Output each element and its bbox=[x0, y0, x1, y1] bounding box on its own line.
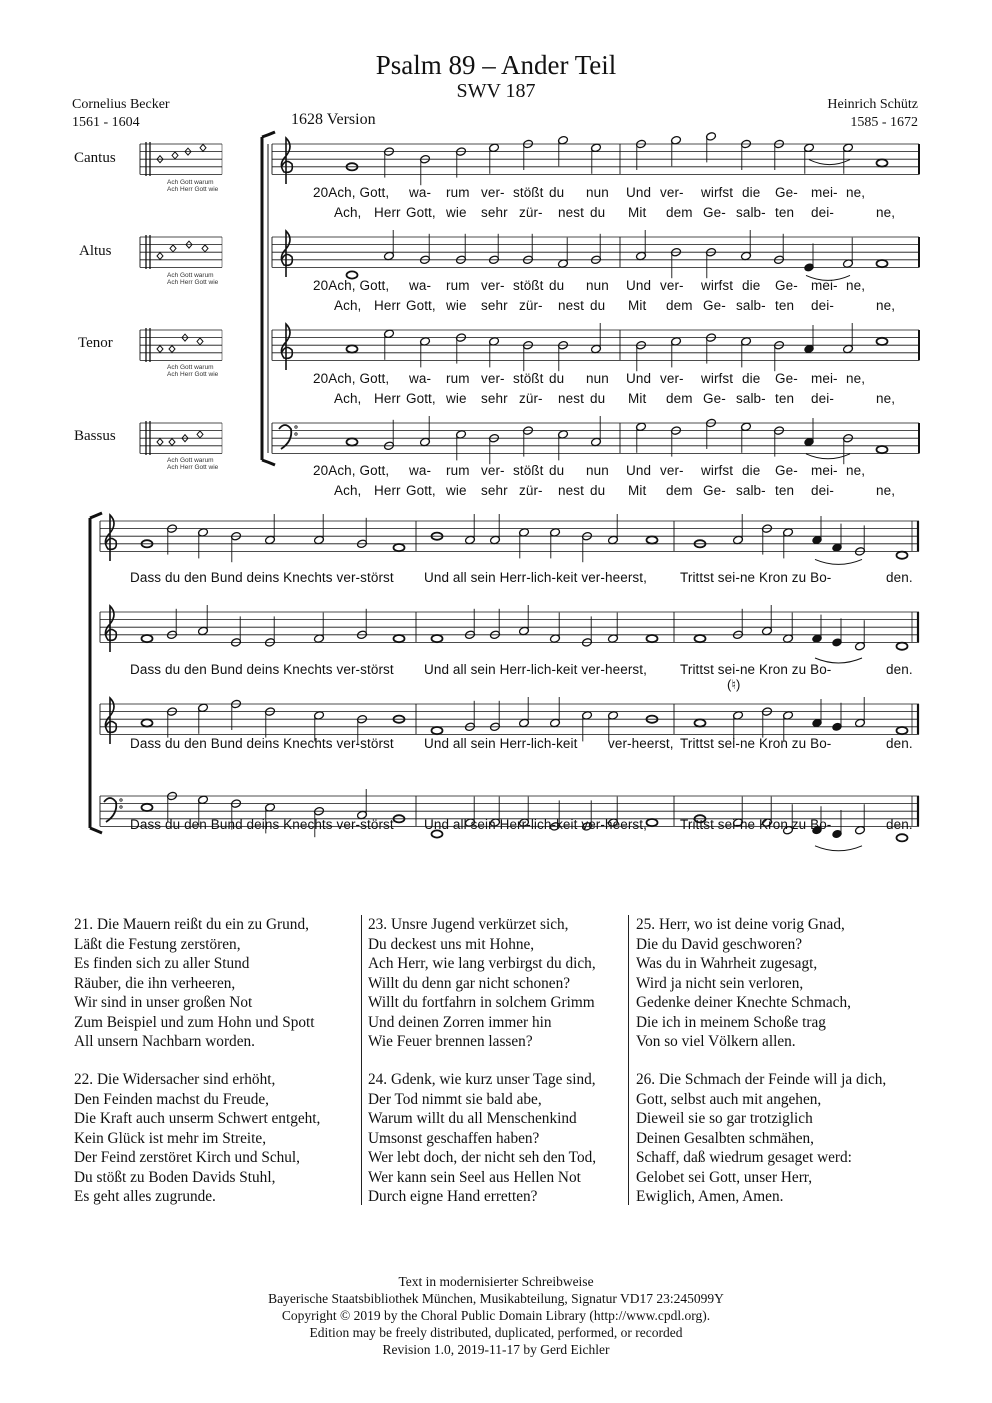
incipit-note bbox=[157, 346, 163, 353]
lyric-s1-v3-l2-6: nest bbox=[558, 483, 584, 498]
voice-label-cantus: Cantus bbox=[74, 150, 116, 166]
lyric-s1-v3-l1-4: stößt bbox=[513, 463, 544, 478]
lyric-s2-v2-3: Trittst sei-ne Kron zu Bo- bbox=[680, 736, 832, 751]
incipit-note bbox=[172, 152, 178, 159]
whole-note bbox=[347, 438, 358, 445]
version-label: 1628 Version bbox=[291, 111, 376, 128]
footer bbox=[0, 1273, 992, 1358]
poet-name: Cornelius Becker bbox=[72, 97, 170, 112]
lyric-s2-v2-0: Dass du den Bund deins Knechts ver-störst bbox=[130, 736, 394, 751]
treble-clef bbox=[281, 231, 292, 277]
lyric-s1-v1-l2-7: du bbox=[590, 298, 606, 313]
lyric-s1-v0-l2-2: Gott, bbox=[406, 205, 436, 220]
lyric-s1-v0-l2-6: nest bbox=[558, 205, 584, 220]
lyric-s1-v0-l2-14: ne, bbox=[876, 205, 896, 220]
lyric-s1-v1-l1-1: wa- bbox=[409, 278, 432, 293]
footer-revision: Revision 1.0, 2019-11-17 by Gerd Eichler bbox=[382, 1342, 610, 1357]
lyric-s1-v0-l2-1: Herr bbox=[374, 205, 401, 220]
bass-clef-dot bbox=[120, 799, 122, 801]
lyric-s1-v3-l1-12: mei- bbox=[811, 463, 838, 478]
poet-dates: 1561 - 1604 bbox=[72, 115, 140, 130]
lyric-s1-v2-l1-2: rum bbox=[446, 371, 470, 386]
lyric-s1-v1-l1-11: Ge- bbox=[775, 278, 798, 293]
lyric-s1-v0-l2-12: ten bbox=[775, 205, 795, 220]
lyric-s1-v1-l2-11: salb- bbox=[736, 298, 766, 313]
lyric-s2-v2-1: Und all sein Herr-lich-keit bbox=[424, 736, 578, 751]
lyric-s1-v3-l2-4: sehr bbox=[481, 483, 508, 498]
time-signature: c bbox=[308, 428, 317, 447]
composer-dates: 1585 - 1672 bbox=[850, 115, 918, 130]
whole-note bbox=[877, 260, 888, 267]
lyric-s1-v3-l2-5: zür- bbox=[519, 483, 543, 498]
time-signature: c bbox=[153, 339, 160, 354]
treble-clef bbox=[281, 324, 292, 370]
verse-23: 23. Unsre Jugend verkürzet sich, Du deckest uns mit Hohne, Ach Herr, wie lang verbirgst du dich, Willt du denn gar nicht schonen? Willt du fortfahrn in solchem Grimm Und deinen Zorren immer hin Wie Feuer brennen lassen? bbox=[368, 916, 596, 1050]
incipit-note bbox=[170, 245, 176, 252]
voice-label-bassus: Bassus bbox=[74, 428, 116, 444]
lyric-s2-v2-4: den. bbox=[886, 736, 913, 751]
lyric-s1-v2-l2-12: ten bbox=[775, 391, 795, 406]
time-signature: c bbox=[308, 149, 317, 168]
lyric-s1-v0-l2-7: du bbox=[590, 205, 606, 220]
lyric-s1-v1-l2-10: Ge- bbox=[703, 298, 726, 313]
voice-label-altus: Altus bbox=[79, 243, 112, 259]
whole-note bbox=[877, 446, 888, 453]
verse-21: 21. Die Mauern reißt du ein zu Grund, Läßt die Festung zerstören, Es finden sich zu aller Stund Räuber, die ihn verheeren, Wir sind in unser großen Not Zum Beispiel und zum Hohn und Spott All unsern Nachbarn worden. bbox=[74, 916, 315, 1050]
incipit-text-cantus: Ach Gott warum Ach Herr Gott wie bbox=[167, 179, 219, 193]
bass-clef-dot bbox=[295, 426, 297, 428]
whole-note bbox=[394, 635, 405, 642]
whole-note bbox=[394, 544, 405, 551]
treble-clef bbox=[105, 698, 116, 744]
lyric-s1-v3-l1-9: wirfst bbox=[701, 463, 734, 478]
verse-22: 22. Die Widersacher sind erhöht, Den Feinden machst du Freude, Die Kraft auch unserm Schwert entgeht, Kein Glück ist mehr im Streite, Der Feind zerstöret Kirch und Schul, Du stößt zu Boden Davids Stuhl, Es geht alles zugrunde. bbox=[74, 1071, 321, 1205]
lyric-s1-v0-l1-4: stößt bbox=[513, 185, 544, 200]
footer-source: Bayerische Staatsbibliothek München, Musikabteilung, Signatur VD17 23:245099Y bbox=[268, 1291, 724, 1306]
verse-24: 24. Gdenk, wie kurz unser Tage sind, Der Tod nimmt sie bald abe, Warum willt du all Menschenkind Umsonst geschaffen haben? Wer lebt doch, der nicht seh den Tod, Wer kann sein Seel aus Hellen Not Durch eigne Hand erretten? bbox=[368, 1071, 597, 1205]
incipit-text-tenor: Ach Gott warum Ach Herr Gott wie bbox=[167, 364, 219, 378]
lyric-s1-v1-l1-0: 20Ach, Gott, bbox=[313, 278, 390, 293]
slur bbox=[815, 559, 862, 564]
lyric-s1-v2-l1-3: ver- bbox=[481, 371, 505, 386]
lyric-s1-v1-l2-5: zür- bbox=[519, 298, 543, 313]
lyric-s1-v2-l2-2: Gott, bbox=[406, 391, 436, 406]
lyric-s1-v1-l1-8: ver- bbox=[660, 278, 684, 293]
lyric-s1-v3-l2-1: Herr bbox=[374, 483, 401, 498]
whole-note bbox=[897, 727, 908, 734]
lyric-s1-v3-l1-5: du bbox=[549, 463, 565, 478]
incipit-note bbox=[157, 253, 163, 260]
lyric-s1-v0-l1-12: mei- bbox=[811, 185, 838, 200]
whole-note bbox=[647, 635, 658, 642]
incipit-text-bassus: Ach Gott warum Ach Herr Gott wie bbox=[167, 457, 219, 471]
time-signature: c bbox=[153, 246, 160, 261]
system-bracket bbox=[90, 513, 102, 833]
lyric-s2-v3-3: den. bbox=[886, 817, 913, 832]
lyric-s1-v0-l1-9: wirfst bbox=[701, 185, 734, 200]
lyric-s1-v0-l1-0: 20Ach, Gott, bbox=[313, 185, 390, 200]
lyric-s1-v1-l1-10: die bbox=[742, 278, 761, 293]
lyric-s2-v3-1: Und all sein Herr-lich-keit ver-heerst, bbox=[424, 817, 647, 832]
lyric-s2-v1-3: den. bbox=[886, 662, 913, 677]
lyric-s1-v1-l2-14: ne, bbox=[876, 298, 896, 313]
lyric-s1-v2-l1-0: 20Ach, Gott, bbox=[313, 371, 390, 386]
lyric-s1-v3-l2-8: Mit bbox=[628, 483, 647, 498]
treble-clef bbox=[281, 138, 292, 184]
whole-note bbox=[432, 635, 443, 642]
footer-note: Text in modernisierter Schreibweise bbox=[398, 1274, 594, 1289]
lyric-s1-v2-l2-6: nest bbox=[558, 391, 584, 406]
footer-copyright: Copyright © 2019 by the Choral Public Domain Library (http://www.cpdl.org). bbox=[281, 1308, 711, 1323]
lyric-s1-v3-l2-14: ne, bbox=[876, 483, 896, 498]
lyric-s1-v1-l1-4: stößt bbox=[513, 278, 544, 293]
whole-note bbox=[897, 552, 908, 559]
lyric-s1-v3-l1-7: Und bbox=[626, 463, 652, 478]
incipit-note bbox=[157, 439, 163, 446]
lyric-s2-v3-0: Dass du den Bund deins Knechts ver-störst bbox=[130, 817, 394, 832]
lyric-s1-v0-l2-8: Mit bbox=[628, 205, 647, 220]
lyric-s2-v0-0: Dass du den Bund deins Knechts ver-störst bbox=[130, 570, 394, 585]
lyric-s1-v2-l2-14: ne, bbox=[876, 391, 896, 406]
lyric-s1-v3-l1-1: wa- bbox=[409, 463, 432, 478]
lyric-s1-v0-l2-3: wie bbox=[446, 205, 467, 220]
lyric-s1-v3-l1-0: 20Ach, Gott, bbox=[313, 463, 390, 478]
lyric-s1-v2-l2-10: Ge- bbox=[703, 391, 726, 406]
lyric-s1-v0-l1-10: die bbox=[742, 185, 761, 200]
lyric-s1-v2-l2-5: zür- bbox=[519, 391, 543, 406]
whole-note bbox=[695, 635, 706, 642]
lyric-s1-v1-l1-3: ver- bbox=[481, 278, 505, 293]
lyric-s1-v2-l2-0: Ach, bbox=[334, 391, 362, 406]
lyric-s1-v1-l1-7: Und bbox=[626, 278, 652, 293]
incipit-note bbox=[197, 338, 203, 345]
whole-note bbox=[432, 727, 443, 734]
lyric-s1-v3-l2-12: ten bbox=[775, 483, 795, 498]
lyric-s1-v0-l1-3: ver- bbox=[481, 185, 505, 200]
voice-label-tenor: Tenor bbox=[78, 335, 113, 351]
incipit-note bbox=[197, 431, 203, 438]
lyric-s1-v0-l1-2: rum bbox=[446, 185, 470, 200]
lyric-s1-v0-l1-13: ne, bbox=[846, 185, 866, 200]
lyric-s1-v0-l1-11: Ge- bbox=[775, 185, 798, 200]
lyric-s1-v3-l2-3: wie bbox=[446, 483, 467, 498]
natural-accidental-mark: (♮) bbox=[727, 677, 741, 692]
lyric-s1-v3-l2-0: Ach, bbox=[334, 483, 362, 498]
verse-divider-1 bbox=[361, 915, 362, 1205]
lyric-s1-v1-l2-4: sehr bbox=[481, 298, 508, 313]
whole-note bbox=[647, 819, 658, 826]
whole-note bbox=[647, 536, 658, 543]
lyric-s1-v3-l2-13: dei- bbox=[811, 483, 834, 498]
verse-26: 26. Die Schmach der Feinde will ja dich, Gott, selbst auch mit angehen, Dieweil sie so gar trotziglich Deinen Gesalbten schmähen, Schaff, daß wiedrum gesaget werd: Gelobet sei Gott, unser Herr, Ewiglich, Amen, Amen. bbox=[636, 1071, 887, 1205]
whole-note bbox=[897, 643, 908, 650]
lyric-s1-v2-l1-6: nun bbox=[586, 371, 609, 386]
verse-25: 25. Herr, wo ist deine vorig Gnad, Die du David geschworen? Was du in Wahrheit zugesagt, Wird ja nicht sein verloren, Gedenke deiner Knechte Schmach, Die ich in meinem Schoße trag Von so viel Völkern allen. bbox=[636, 916, 851, 1050]
lyric-s1-v1-l2-6: nest bbox=[558, 298, 584, 313]
lyric-s1-v0-l2-11: salb- bbox=[736, 205, 766, 220]
lyric-s1-v2-l2-11: salb- bbox=[736, 391, 766, 406]
lyric-s1-v2-l2-9: dem bbox=[666, 391, 693, 406]
lyric-s1-v2-l2-3: wie bbox=[446, 391, 467, 406]
whole-note bbox=[142, 635, 153, 642]
lyric-s1-v1-l2-13: dei- bbox=[811, 298, 834, 313]
lyric-s2-v1-1: Und all sein Herr-lich-keit ver-heerst, bbox=[424, 662, 647, 677]
lyric-s1-v0-l2-13: dei- bbox=[811, 205, 834, 220]
bass-clef-dot bbox=[295, 433, 297, 435]
verse-divider-2 bbox=[628, 915, 629, 1205]
lyric-s1-v1-l1-5: du bbox=[549, 278, 565, 293]
lyric-s1-v3-l2-10: Ge- bbox=[703, 483, 726, 498]
lyric-s1-v3-l1-11: Ge- bbox=[775, 463, 798, 478]
lyric-s1-v2-l1-4: stößt bbox=[513, 371, 544, 386]
lyric-s1-v1-l2-0: Ach, bbox=[334, 298, 362, 313]
lyric-s1-v0-l1-6: nun bbox=[586, 185, 609, 200]
lyric-s1-v2-l1-13: ne, bbox=[846, 371, 866, 386]
lyric-s1-v2-l1-12: mei- bbox=[811, 371, 838, 386]
lyric-s1-v0-l2-9: dem bbox=[666, 205, 693, 220]
lyric-s1-v2-l1-8: ver- bbox=[660, 371, 684, 386]
footer-license: Edition may be freely distributed, duplicated, performed, or recorded bbox=[309, 1325, 683, 1340]
lyric-s1-v2-l1-10: die bbox=[742, 371, 761, 386]
lyric-s1-v1-l2-12: ten bbox=[775, 298, 795, 313]
lyric-s1-v2-l1-9: wirfst bbox=[701, 371, 734, 386]
lyric-s1-v3-l2-7: du bbox=[590, 483, 606, 498]
whole-note bbox=[142, 804, 153, 811]
lyric-s1-v3-l1-10: die bbox=[742, 463, 761, 478]
lyric-s1-v0-l1-1: wa- bbox=[409, 185, 432, 200]
lyric-s1-v2-l2-7: du bbox=[590, 391, 606, 406]
lyric-s1-v2-l2-1: Herr bbox=[374, 391, 401, 406]
lyric-s2-v0-3: den. bbox=[886, 570, 913, 585]
treble-clef bbox=[105, 515, 116, 561]
incipit-text-altus: Ach Gott warum Ach Herr Gott wie bbox=[167, 272, 219, 286]
time-signature: c bbox=[308, 242, 317, 261]
whole-note bbox=[347, 345, 358, 352]
page-title: Psalm 89 – Ander Teil bbox=[375, 50, 617, 80]
whole-note bbox=[877, 338, 888, 345]
lyric-s1-v1-l1-6: nun bbox=[586, 278, 609, 293]
lyric-s1-v1-l2-1: Herr bbox=[374, 298, 401, 313]
lyric-s1-v3-l2-11: salb- bbox=[736, 483, 766, 498]
lyric-s2-v1-0: Dass du den Bund deins Knechts ver-störst bbox=[130, 662, 394, 677]
lyric-s1-v2-l1-11: Ge- bbox=[775, 371, 798, 386]
lyric-s1-v3-l2-2: Gott, bbox=[406, 483, 436, 498]
incipit-note bbox=[200, 144, 206, 151]
lyric-s1-v1-l2-2: Gott, bbox=[406, 298, 436, 313]
lyric-s1-v0-l2-10: Ge- bbox=[703, 205, 726, 220]
lyric-s1-v2-l1-5: du bbox=[549, 371, 565, 386]
lyric-s1-v2-l2-13: dei- bbox=[811, 391, 834, 406]
whole-note bbox=[897, 834, 908, 841]
lyric-s1-v1-l1-2: rum bbox=[446, 278, 470, 293]
lyric-s1-v2-l2-4: sehr bbox=[481, 391, 508, 406]
lyric-s1-v1-l2-9: dem bbox=[666, 298, 693, 313]
lyric-s1-v0-l1-7: Und bbox=[626, 185, 652, 200]
lyric-s2-v2-2: ver-heerst, bbox=[608, 736, 674, 751]
lyric-s1-v1-l2-3: wie bbox=[446, 298, 467, 313]
lyric-s1-v2-l1-7: Und bbox=[626, 371, 652, 386]
catalog-number: SWV 187 bbox=[456, 80, 536, 102]
lyric-s1-v1-l1-9: wirfst bbox=[701, 278, 734, 293]
lyric-s2-v0-2: Trittst sei-ne Kron zu Bo- bbox=[680, 570, 832, 585]
lyric-s2-v1-2: Trittst sei-ne Kron zu Bo- bbox=[680, 662, 832, 677]
lyric-s1-v0-l1-5: du bbox=[549, 185, 565, 200]
lyric-s1-v0-l2-0: Ach, bbox=[334, 205, 362, 220]
whole-note bbox=[695, 719, 706, 726]
incipit-note bbox=[202, 245, 208, 252]
incipit-note bbox=[169, 439, 175, 446]
lyric-s1-v3-l2-9: dem bbox=[666, 483, 693, 498]
time-signature: c bbox=[153, 432, 160, 447]
slur bbox=[815, 846, 862, 851]
time-signature: c bbox=[153, 153, 160, 168]
lyric-s1-v3-l1-3: ver- bbox=[481, 463, 505, 478]
lyric-s1-v0-l2-4: sehr bbox=[481, 205, 508, 220]
lyric-s1-v3-l1-8: ver- bbox=[660, 463, 684, 478]
lyric-s1-v2-l1-1: wa- bbox=[409, 371, 432, 386]
lyric-s1-v0-l2-5: zür- bbox=[519, 205, 543, 220]
lyric-s1-v3-l1-6: nun bbox=[586, 463, 609, 478]
lyric-s1-v0-l1-8: ver- bbox=[660, 185, 684, 200]
whole-note bbox=[142, 719, 153, 726]
lyric-s1-v3-l1-13: ne, bbox=[846, 463, 866, 478]
composer-name: Heinrich Schütz bbox=[827, 97, 918, 112]
bass-clef-dot bbox=[120, 806, 122, 808]
time-signature: c bbox=[308, 335, 317, 354]
lyric-s1-v3-l1-2: rum bbox=[446, 463, 470, 478]
incipit-note bbox=[169, 346, 175, 353]
lyric-s1-v1-l1-13: ne, bbox=[846, 278, 866, 293]
treble-clef bbox=[105, 606, 116, 652]
lyric-s1-v1-l1-12: mei- bbox=[811, 278, 838, 293]
whole-note bbox=[877, 159, 888, 166]
lyric-s1-v2-l2-8: Mit bbox=[628, 391, 647, 406]
lyric-s2-v0-1: Und all sein Herr-lich-keit ver-heerst, bbox=[424, 570, 647, 585]
lyric-s2-v3-2: Trittst sei-ne Kron zu Bo- bbox=[680, 817, 832, 832]
lyric-s1-v1-l2-8: Mit bbox=[628, 298, 647, 313]
